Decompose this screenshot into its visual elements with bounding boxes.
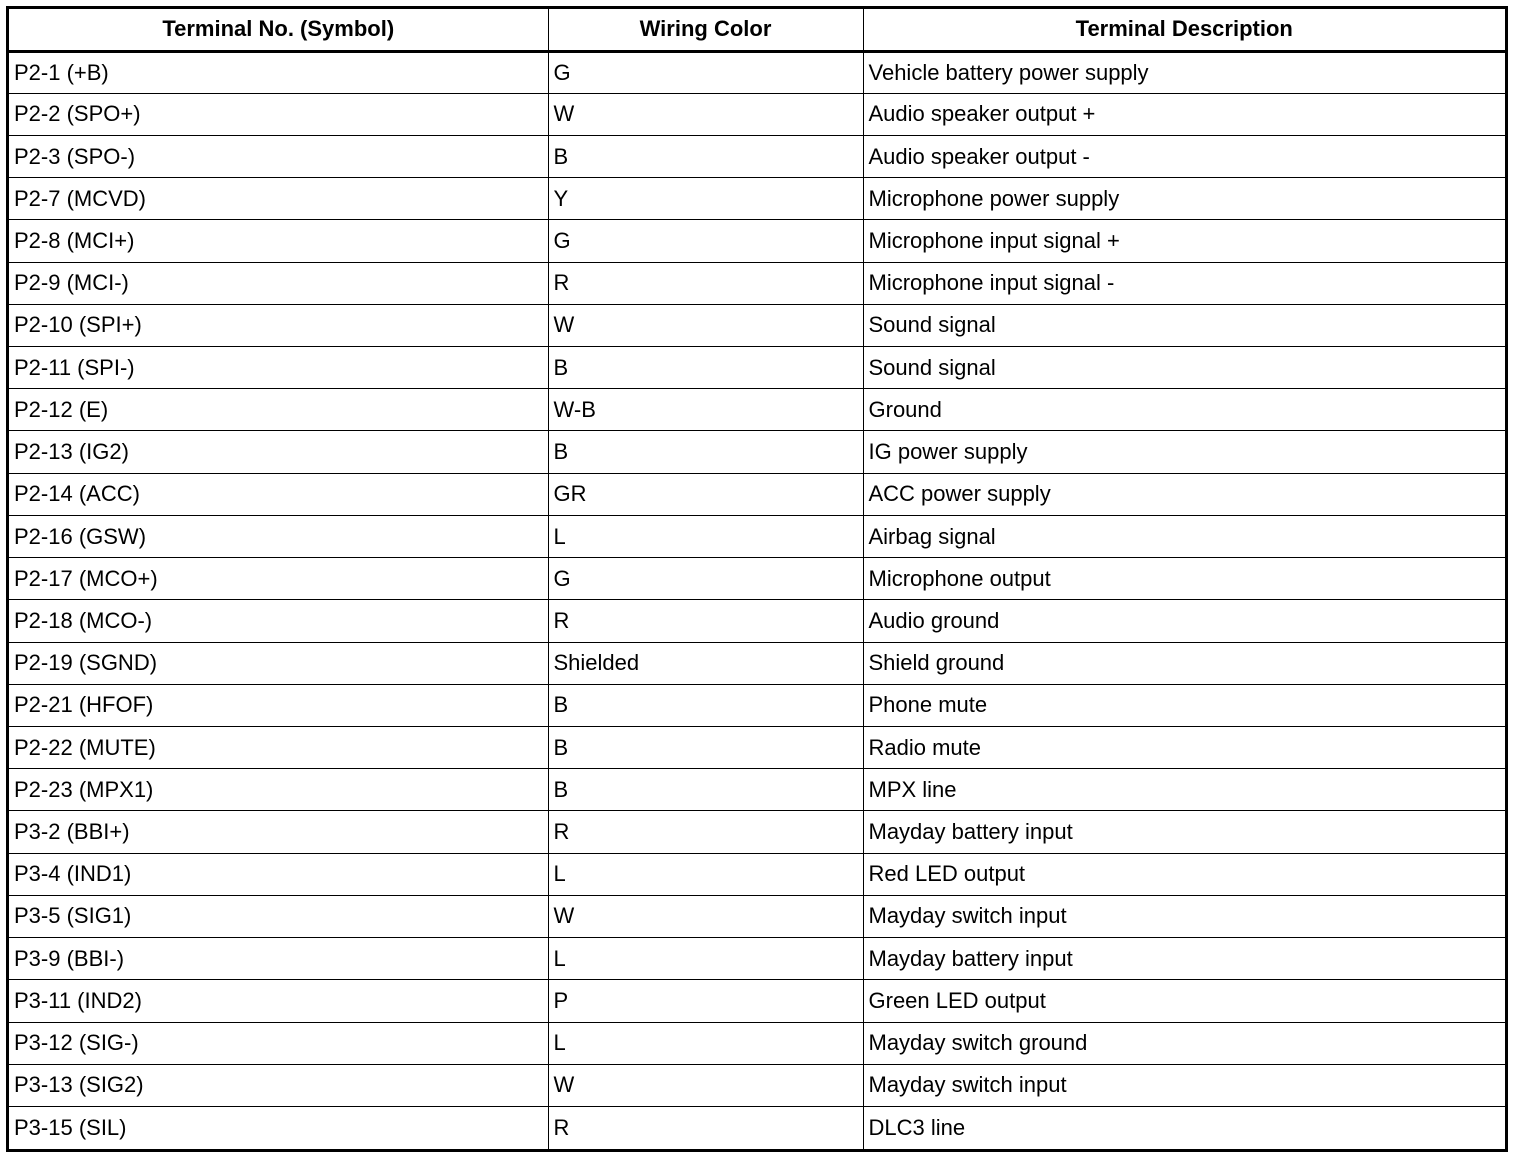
cell-terminal-no: P2-12 (E) xyxy=(9,389,548,431)
cell-wiring-color: GR xyxy=(548,473,863,515)
cell-terminal-description: Red LED output xyxy=(863,853,1505,895)
cell-wiring-color: G xyxy=(548,51,863,93)
cell-wiring-color: B xyxy=(548,769,863,811)
cell-terminal-description: Audio ground xyxy=(863,600,1505,642)
cell-wiring-color: W xyxy=(548,93,863,135)
table-row xyxy=(9,853,1505,895)
cell-terminal-no: P2-13 (IG2) xyxy=(9,431,548,473)
table-row xyxy=(9,347,1505,389)
cell-terminal-description: Sound signal xyxy=(863,347,1505,389)
table-row xyxy=(9,600,1505,642)
cell-wiring-color: B xyxy=(548,727,863,769)
cell-terminal-no: P2-21 (HFOF) xyxy=(9,684,548,726)
header-terminal-description: Terminal Description xyxy=(863,9,1505,51)
header-terminal-no: Terminal No. (Symbol) xyxy=(9,9,548,51)
table-row xyxy=(9,980,1505,1022)
cell-terminal-description: Audio speaker output + xyxy=(863,93,1505,135)
cell-wiring-color: R xyxy=(548,600,863,642)
cell-wiring-color: Shielded xyxy=(548,642,863,684)
cell-wiring-color: B xyxy=(548,684,863,726)
cell-terminal-no: P2-10 (SPI+) xyxy=(9,304,548,346)
cell-terminal-no: P2-9 (MCI-) xyxy=(9,262,548,304)
cell-terminal-no: P3-4 (IND1) xyxy=(9,853,548,895)
cell-wiring-color: W-B xyxy=(548,389,863,431)
cell-wiring-color: R xyxy=(548,1106,863,1149)
cell-terminal-description: Vehicle battery power supply xyxy=(863,51,1505,93)
table-row xyxy=(9,727,1505,769)
cell-terminal-description: Mayday battery input xyxy=(863,811,1505,853)
cell-wiring-color: B xyxy=(548,135,863,177)
cell-terminal-no: P2-1 (+B) xyxy=(9,51,548,93)
cell-wiring-color: L xyxy=(548,1022,863,1064)
table-row xyxy=(9,220,1505,262)
table-row xyxy=(9,93,1505,135)
table-row xyxy=(9,515,1505,557)
cell-wiring-color: G xyxy=(548,220,863,262)
table-row xyxy=(9,51,1505,93)
cell-terminal-no: P3-9 (BBI-) xyxy=(9,938,548,980)
cell-wiring-color: Y xyxy=(548,178,863,220)
cell-terminal-description: Sound signal xyxy=(863,304,1505,346)
table-row xyxy=(9,135,1505,177)
cell-terminal-description: MPX line xyxy=(863,769,1505,811)
table-row xyxy=(9,811,1505,853)
cell-terminal-no: P2-7 (MCVD) xyxy=(9,178,548,220)
cell-wiring-color: B xyxy=(548,347,863,389)
cell-terminal-description: Ground xyxy=(863,389,1505,431)
cell-terminal-description: IG power supply xyxy=(863,431,1505,473)
cell-terminal-description: Green LED output xyxy=(863,980,1505,1022)
cell-terminal-no: P2-23 (MPX1) xyxy=(9,769,548,811)
cell-wiring-color: P xyxy=(548,980,863,1022)
cell-wiring-color: R xyxy=(548,811,863,853)
cell-wiring-color: W xyxy=(548,304,863,346)
cell-wiring-color: L xyxy=(548,853,863,895)
cell-wiring-color: B xyxy=(548,431,863,473)
terminal-table-grid xyxy=(9,9,1505,1149)
cell-terminal-no: P2-22 (MUTE) xyxy=(9,727,548,769)
cell-terminal-no: P3-13 (SIG2) xyxy=(9,1064,548,1106)
cell-terminal-description: Mayday switch input xyxy=(863,895,1505,937)
cell-wiring-color: R xyxy=(548,262,863,304)
cell-terminal-description: DLC3 line xyxy=(863,1106,1505,1149)
cell-wiring-color: W xyxy=(548,1064,863,1106)
table-row xyxy=(9,938,1505,980)
table-row xyxy=(9,558,1505,600)
terminal-table xyxy=(6,6,1508,1152)
cell-terminal-no: P2-3 (SPO-) xyxy=(9,135,548,177)
table-row xyxy=(9,642,1505,684)
cell-terminal-description: Phone mute xyxy=(863,684,1505,726)
cell-terminal-no: P2-8 (MCI+) xyxy=(9,220,548,262)
table-row xyxy=(9,1064,1505,1106)
header-wiring-color: Wiring Color xyxy=(548,9,863,51)
cell-terminal-no: P2-19 (SGND) xyxy=(9,642,548,684)
table-row xyxy=(9,1106,1505,1149)
cell-terminal-description: Microphone input signal + xyxy=(863,220,1505,262)
cell-terminal-no: P3-2 (BBI+) xyxy=(9,811,548,853)
cell-terminal-description: ACC power supply xyxy=(863,473,1505,515)
cell-wiring-color: G xyxy=(548,558,863,600)
header-row xyxy=(9,9,1505,51)
cell-terminal-description: Mayday battery input xyxy=(863,938,1505,980)
cell-terminal-description: Mayday switch ground xyxy=(863,1022,1505,1064)
cell-terminal-description: Mayday switch input xyxy=(863,1064,1505,1106)
cell-terminal-no: P2-16 (GSW) xyxy=(9,515,548,557)
cell-terminal-no: P3-15 (SIL) xyxy=(9,1106,548,1149)
table-row xyxy=(9,473,1505,515)
cell-terminal-description: Audio speaker output - xyxy=(863,135,1505,177)
table-row xyxy=(9,178,1505,220)
cell-terminal-description: Airbag signal xyxy=(863,515,1505,557)
table-row xyxy=(9,895,1505,937)
table-row xyxy=(9,431,1505,473)
table-row xyxy=(9,1022,1505,1064)
cell-wiring-color: L xyxy=(548,515,863,557)
cell-wiring-color: W xyxy=(548,895,863,937)
cell-wiring-color: L xyxy=(548,938,863,980)
cell-terminal-description: Microphone input signal - xyxy=(863,262,1505,304)
cell-terminal-description: Shield ground xyxy=(863,642,1505,684)
table-row xyxy=(9,684,1505,726)
table-row xyxy=(9,262,1505,304)
cell-terminal-no: P3-11 (IND2) xyxy=(9,980,548,1022)
cell-terminal-no: P2-14 (ACC) xyxy=(9,473,548,515)
cell-terminal-no: P2-2 (SPO+) xyxy=(9,93,548,135)
cell-terminal-no: P2-11 (SPI-) xyxy=(9,347,548,389)
cell-terminal-description: Microphone output xyxy=(863,558,1505,600)
cell-terminal-no: P2-18 (MCO-) xyxy=(9,600,548,642)
cell-terminal-description: Microphone power supply xyxy=(863,178,1505,220)
table-row xyxy=(9,389,1505,431)
table-row xyxy=(9,304,1505,346)
cell-terminal-no: P3-5 (SIG1) xyxy=(9,895,548,937)
cell-terminal-no: P2-17 (MCO+) xyxy=(9,558,548,600)
cell-terminal-no: P3-12 (SIG-) xyxy=(9,1022,548,1064)
table-row xyxy=(9,769,1505,811)
cell-terminal-description: Radio mute xyxy=(863,727,1505,769)
